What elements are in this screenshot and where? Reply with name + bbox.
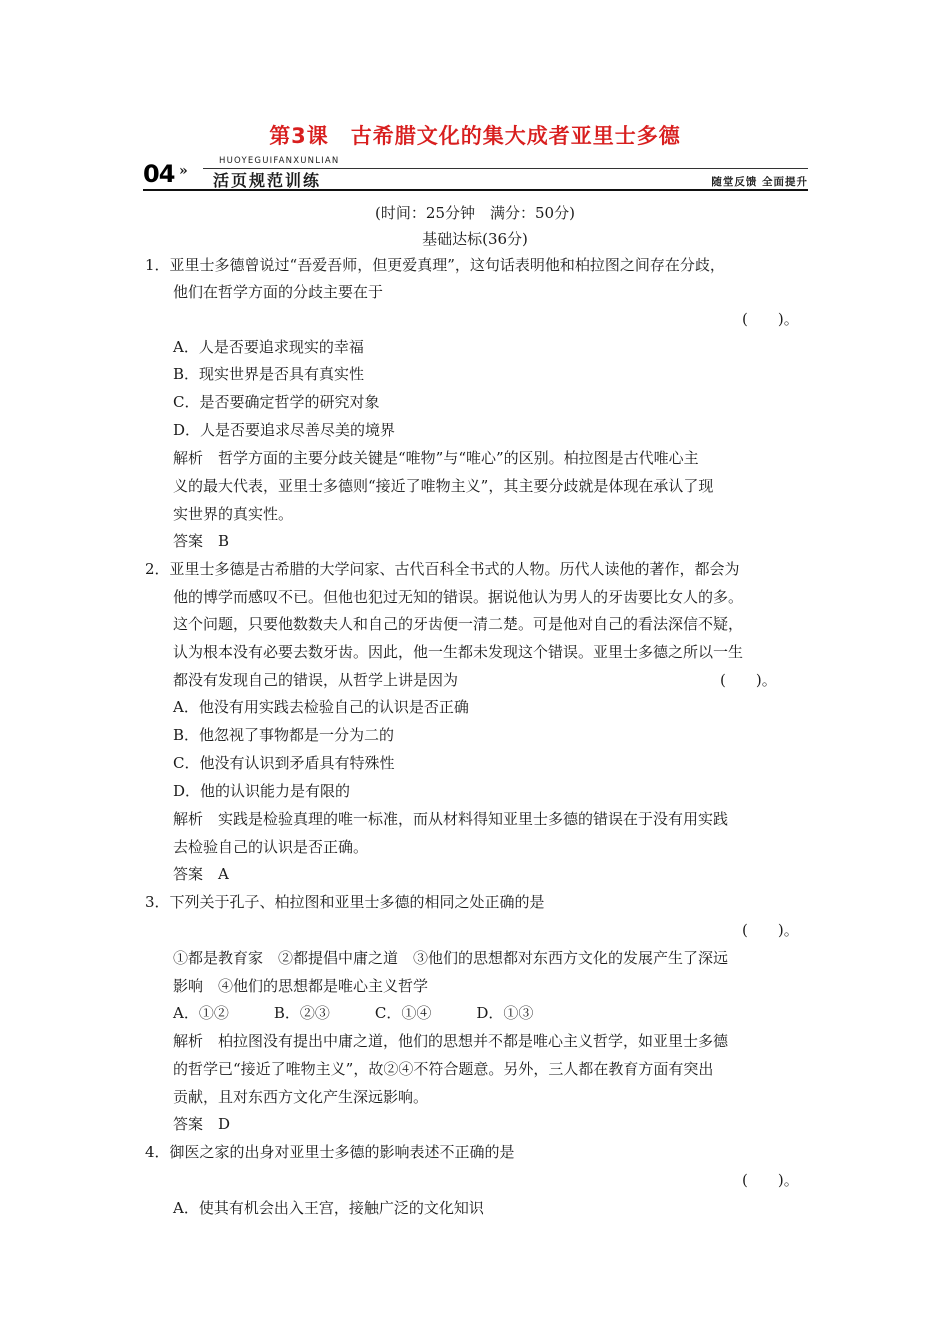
q2-option-d: D．他的认识能力是有限的 (173, 782, 351, 800)
section-heading: 基础达标(36分) (422, 230, 528, 248)
q3-explanation-line1: 解析 柏拉图没有提出中庸之道，他们的思想并不都是唯心主义哲学，如亚里士多德 (173, 1032, 729, 1050)
q2-explanation-line1: 解析 实践是检验真理的唯一标准，而从材料得知亚里士多德的错误在于没有用实践 (173, 810, 729, 828)
time-score: (时间：25分钟 满分：50分) (375, 204, 575, 222)
q3-statements-line1: ①都是教育家 ②都提倡中庸之道 ③他们的思想都对东西方文化的发展产生了深远 (173, 949, 729, 967)
banner-number: 04 (143, 160, 175, 188)
q1-explanation-line1: 解析 哲学方面的主要分歧关键是“唯物”与“唯心”的区别。柏拉图是古代唯心主 (173, 449, 699, 467)
chevron-right-icon: » (179, 163, 188, 179)
q3-answer: 答案 D (173, 1115, 231, 1133)
q2-stem-line4: 认为根本没有必要去数牙齿。因此，他一生都未发现这个错误。亚里士多德之所以一生 (173, 643, 744, 661)
banner-pinyin: HUOYEGUIFANXUNLIAN (219, 156, 340, 166)
q2-stem-line1: 2．亚里士多德是古希腊的大学问家、古代百科全书式的人物。历代人读他的著作，都会为 (145, 560, 740, 578)
banner-bottom-rule (143, 189, 808, 191)
q2-answer: 答案 A (173, 865, 229, 883)
q3-answer-blank: ( )。 (742, 921, 799, 939)
q3-choices: A．①② B．②③ C．①④ D．①③ (173, 1004, 534, 1022)
q2-option-a: A．他没有用实践去检验自己的认识是否正确 (173, 698, 469, 716)
q1-answer-blank: ( )。 (742, 310, 799, 328)
q4-answer-blank: ( )。 (742, 1171, 799, 1189)
q1-option-d: D．人是否要追求尽善尽美的境界 (173, 421, 396, 439)
q2-option-b: B．他忽视了事物都是一分为二的 (173, 726, 395, 744)
section-banner (143, 158, 808, 192)
q2-option-c: C．他没有认识到矛盾具有特殊性 (173, 754, 395, 772)
q2-stem-line3: 这个问题，只要他数数夫人和自己的牙齿便一清二楚。可是他对自己的看法深信不疑， (173, 615, 744, 633)
q2-answer-blank: ( )。 (720, 671, 777, 689)
q4-option-a: A．使其有机会出入王宫，接触广泛的文化知识 (173, 1199, 484, 1217)
q3-explanation-line3: 贡献，且对东西方文化产生深远影响。 (173, 1088, 429, 1106)
q1-option-a: A．人是否要追求现实的幸福 (173, 338, 364, 356)
q1-option-b: B．现实世界是否具有真实性 (173, 365, 365, 383)
q1-explanation-line2: 义的最大代表，亚里士多德则“接近了唯物主义”，其主要分歧就是体现在承认了现 (173, 477, 714, 495)
q2-explanation-line2: 去检验自己的认识是否正确。 (173, 838, 369, 856)
q3-statements-line2: 影响 ④他们的思想都是唯心主义哲学 (173, 977, 429, 995)
q3-stem-line1: 3．下列关于孔子、柏拉图和亚里士多德的相同之处正确的是 (145, 893, 545, 911)
banner-name: 活页规范训练 (213, 171, 322, 190)
q3-explanation-line2: 的哲学已“接近了唯物主义”，故②④不符合题意。另外，三人都在教育方面有突出 (173, 1060, 714, 1078)
q4-stem-line1: 4．御医之家的出身对亚里士多德的影响表述不正确的是 (145, 1143, 515, 1161)
q1-stem-line1: 1．亚里士多德曾说过“吾爱吾师，但更爱真理”，这句话表明他和柏拉图之间存在分歧， (145, 256, 725, 274)
banner-slogan: 随堂反馈 全面提升 (711, 176, 808, 188)
q1-stem-line2: 他们在哲学方面的分歧主要在于 (173, 283, 384, 301)
q1-explanation-line3: 实世界的真实性。 (173, 505, 294, 523)
q1-answer: 答案 B (173, 532, 230, 550)
q1-option-c: C．是否要确定哲学的研究对象 (173, 393, 380, 411)
q2-stem-line5: 都没有发现自己的错误，从哲学上讲是因为 (173, 671, 459, 689)
page-title: 第3课 古希腊文化的集大成者亚里士多德 (269, 124, 681, 148)
q2-stem-line2: 他的博学而感叹不已。但他也犯过无知的错误。据说他认为男人的牙齿要比女人的多。 (173, 588, 744, 606)
